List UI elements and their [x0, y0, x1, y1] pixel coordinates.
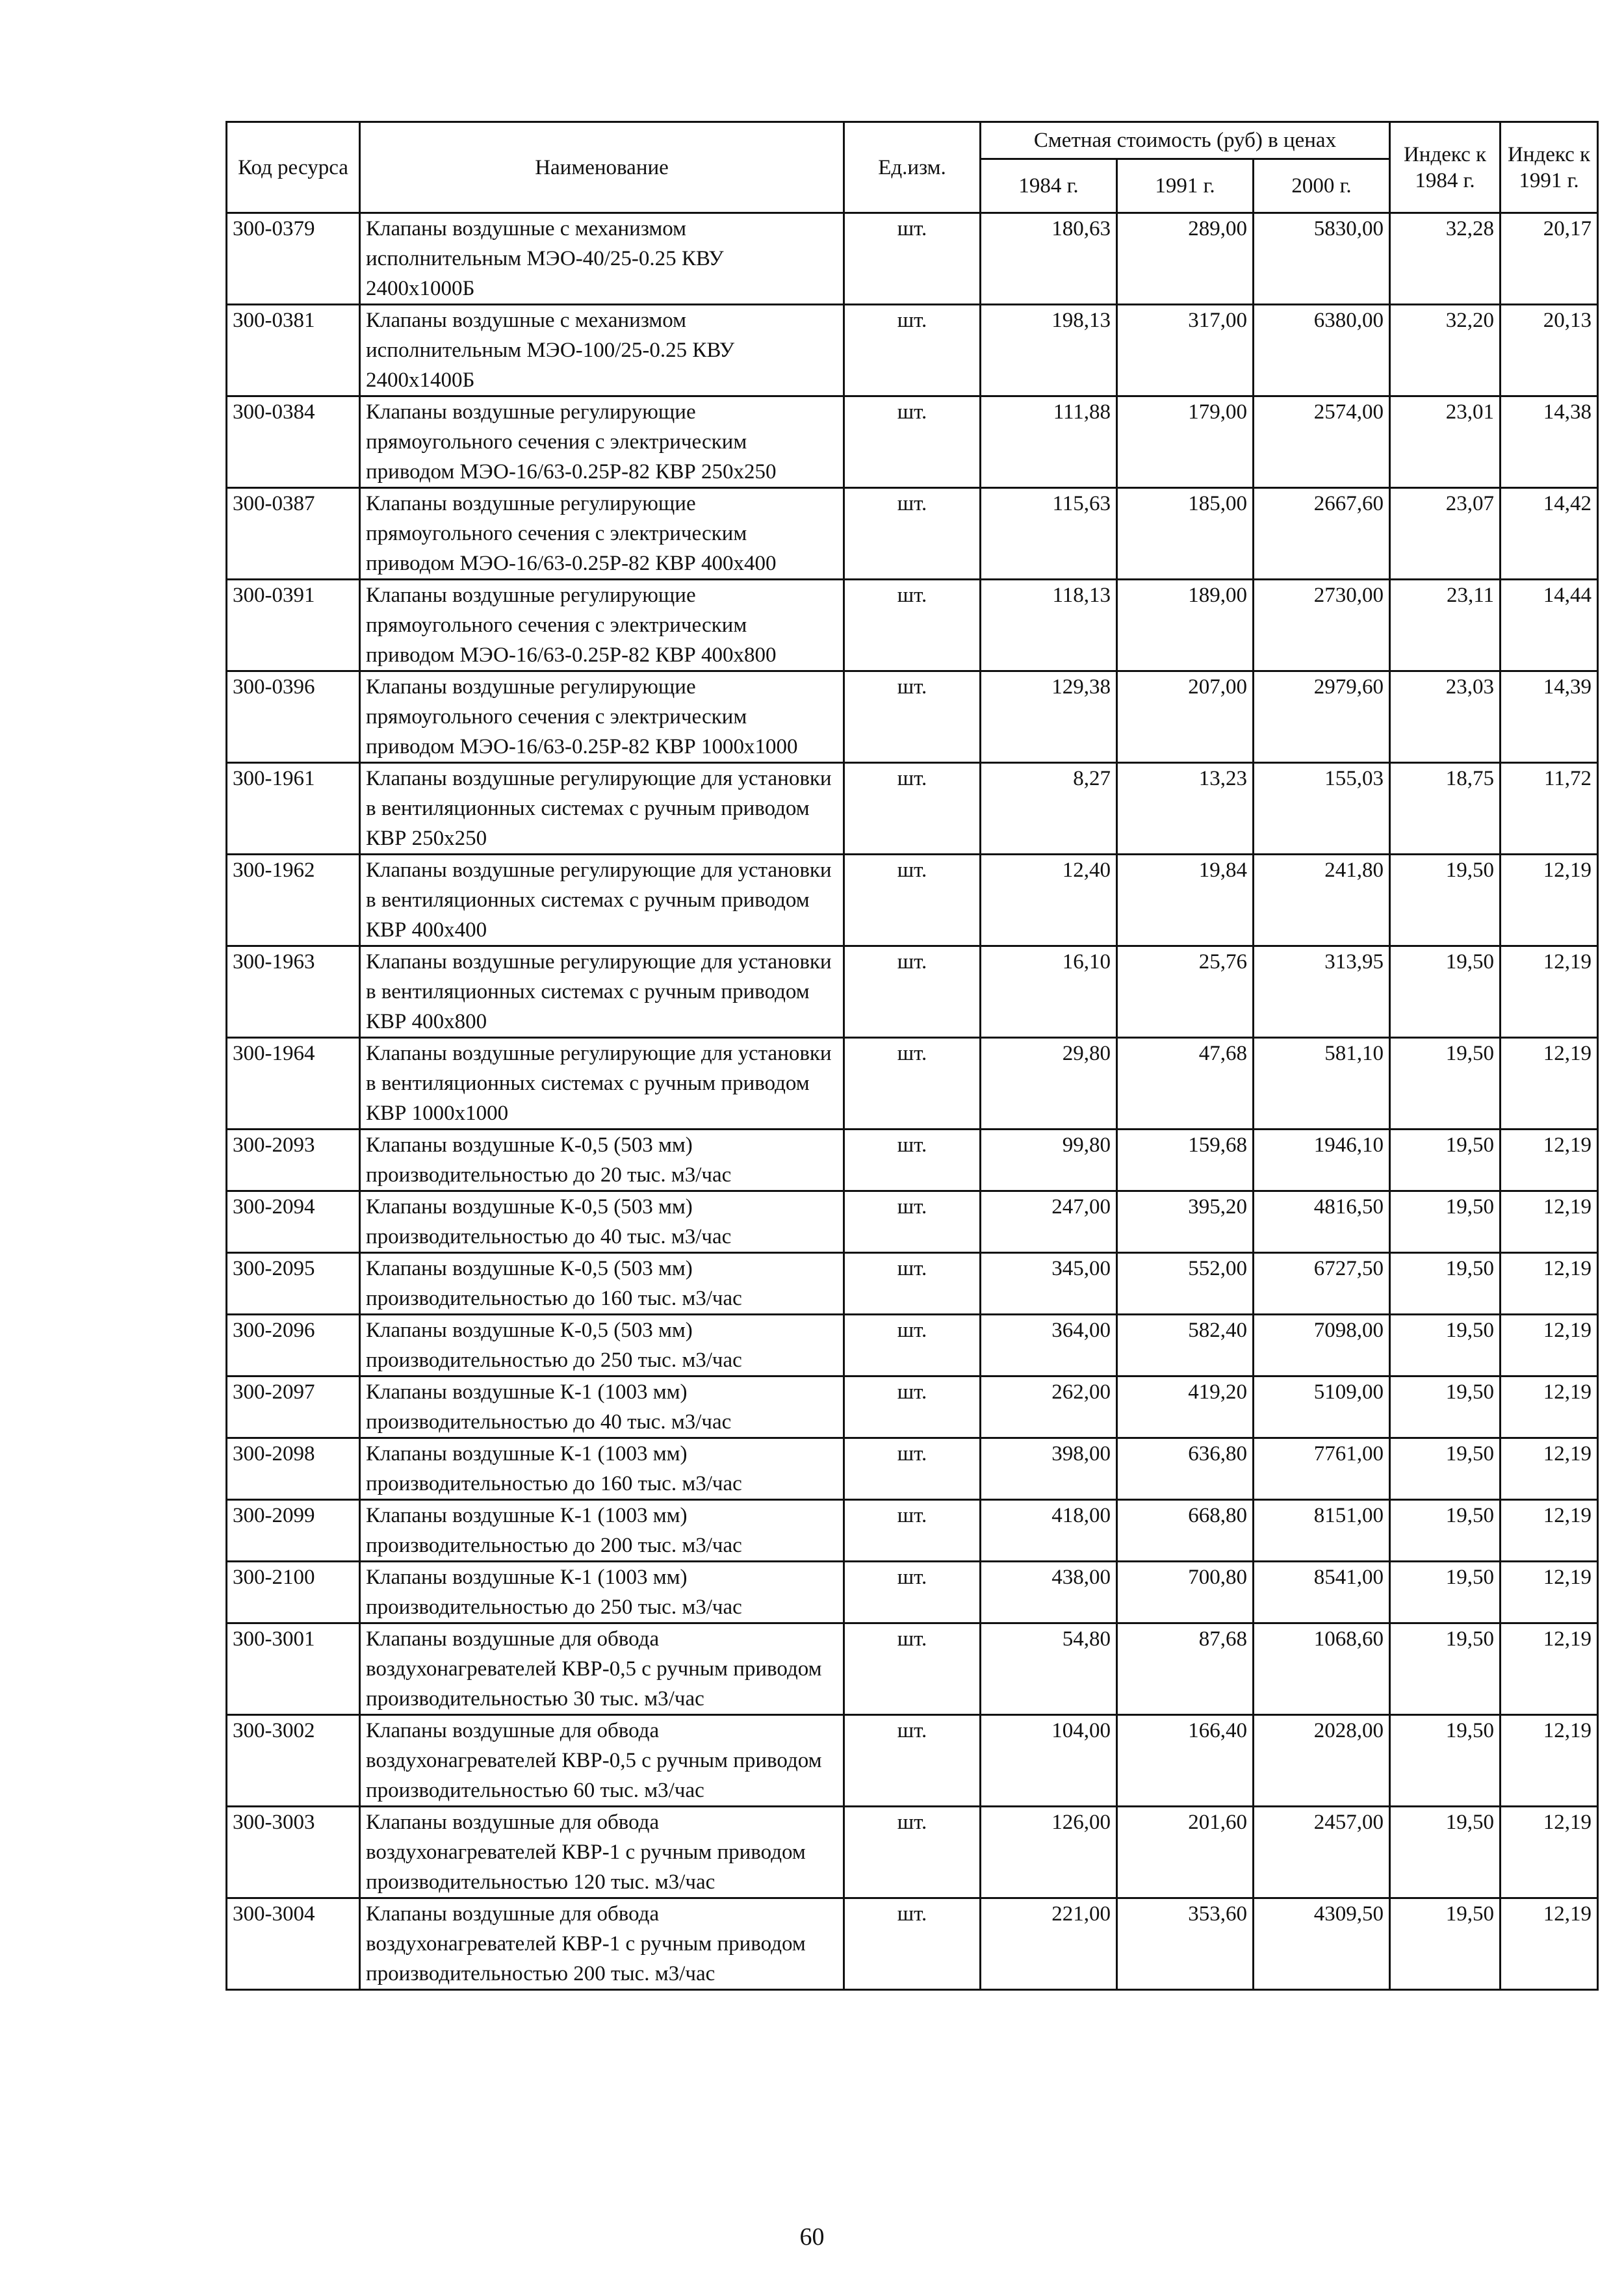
cell-index-1991: 12,19: [1501, 1038, 1598, 1130]
cell-cost-1991: 700,80: [1117, 1562, 1254, 1623]
cell-cost-2000: 2457,00: [1254, 1807, 1390, 1898]
header-row: [227, 122, 1598, 159]
table-row: [227, 1562, 1598, 1623]
cell-index-1984: 19,50: [1390, 1191, 1501, 1253]
cell-code: 300-3002: [227, 1715, 360, 1807]
cell-cost-1991: 636,80: [1117, 1438, 1254, 1500]
table-row: [227, 488, 1598, 580]
cell-unit: шт.: [844, 1715, 981, 1807]
cell-cost-1984: 16,10: [981, 946, 1117, 1038]
cell-unit: шт.: [844, 1438, 981, 1500]
cell-index-1984: 23,01: [1390, 396, 1501, 488]
cell-cost-1991: 201,60: [1117, 1807, 1254, 1898]
cell-name: Клапаны воздушные К-1 (1003 мм) производительностью до 200 тыс. м3/час: [360, 1500, 844, 1562]
cell-cost-2000: 2667,60: [1254, 488, 1390, 580]
cell-code: 300-2094: [227, 1191, 360, 1253]
cell-cost-1984: 180,63: [981, 213, 1117, 305]
cell-index-1991: 12,19: [1501, 1438, 1598, 1500]
cell-cost-1984: 247,00: [981, 1191, 1117, 1253]
cell-index-1991: 11,72: [1501, 763, 1598, 855]
cell-cost-1984: 111,88: [981, 396, 1117, 488]
header-1984: 1984 г.: [981, 159, 1117, 213]
cell-cost-2000: 8151,00: [1254, 1500, 1390, 1562]
table-row: [227, 1898, 1598, 1990]
page-number: 60: [799, 2223, 825, 2251]
cell-unit: шт.: [844, 946, 981, 1038]
cell-unit: шт.: [844, 1807, 981, 1898]
table-row: [227, 763, 1598, 855]
cell-name: Клапаны воздушные регулирующие для установки в вентиляционных системах с ручным приводом КВР 400х400: [360, 855, 844, 946]
cell-unit: шт.: [844, 396, 981, 488]
cell-code: 300-2099: [227, 1500, 360, 1562]
cell-name: Клапаны воздушные регулирующие прямоугольного сечения с электрическим приводом МЭО-16/63-0.25Р-82 КВР 250х250: [360, 396, 844, 488]
cell-name: Клапаны воздушные К-0,5 (503 мм) производительностью до 160 тыс. м3/час: [360, 1253, 844, 1315]
cell-index-1984: 23,11: [1390, 580, 1501, 671]
cell-name: Клапаны воздушные К-1 (1003 мм) производительностью до 160 тыс. м3/час: [360, 1438, 844, 1500]
cell-unit: шт.: [844, 213, 981, 305]
cell-cost-2000: 241,80: [1254, 855, 1390, 946]
cell-cost-1991: 353,60: [1117, 1898, 1254, 1990]
cell-unit: шт.: [844, 1500, 981, 1562]
cell-index-1991: 14,44: [1501, 580, 1598, 671]
cell-cost-1991: 47,68: [1117, 1038, 1254, 1130]
cell-cost-1984: 364,00: [981, 1315, 1117, 1376]
cell-cost-1984: 29,80: [981, 1038, 1117, 1130]
cell-name: Клапаны воздушные К-0,5 (503 мм) производительностью до 40 тыс. м3/час: [360, 1191, 844, 1253]
cell-name: Клапаны воздушные для обвода воздухонагревателей КВР-0,5 с ручным приводом производительностью 60 тыс. м3/час: [360, 1715, 844, 1807]
cell-code: 300-0396: [227, 671, 360, 763]
cell-index-1991: 12,19: [1501, 946, 1598, 1038]
table-row: [227, 1438, 1598, 1500]
cell-cost-1991: 207,00: [1117, 671, 1254, 763]
table-row: [227, 946, 1598, 1038]
cell-unit: шт.: [844, 1253, 981, 1315]
cell-index-1984: 19,50: [1390, 1038, 1501, 1130]
cell-unit: шт.: [844, 763, 981, 855]
cell-unit: шт.: [844, 671, 981, 763]
cell-index-1991: 20,17: [1501, 213, 1598, 305]
cell-unit: шт.: [844, 580, 981, 671]
cell-index-1991: 12,19: [1501, 1191, 1598, 1253]
cell-code: 300-3004: [227, 1898, 360, 1990]
price-table: [226, 121, 1599, 1991]
cell-index-1991: 14,38: [1501, 396, 1598, 488]
header-code: Код ресурса: [227, 122, 360, 213]
table-row: [227, 1715, 1598, 1807]
cell-cost-1991: 166,40: [1117, 1715, 1254, 1807]
cell-index-1991: 12,19: [1501, 1253, 1598, 1315]
cell-index-1991: 20,13: [1501, 305, 1598, 396]
cell-index-1984: 23,03: [1390, 671, 1501, 763]
cell-index-1991: 12,19: [1501, 1376, 1598, 1438]
table-row: [227, 1807, 1598, 1898]
cell-name: Клапаны воздушные К-1 (1003 мм) производительностью до 250 тыс. м3/час: [360, 1562, 844, 1623]
cell-cost-1991: 87,68: [1117, 1623, 1254, 1715]
cell-cost-1984: 438,00: [981, 1562, 1117, 1623]
cell-code: 300-1961: [227, 763, 360, 855]
cell-cost-1991: 13,23: [1117, 763, 1254, 855]
cell-cost-1991: 395,20: [1117, 1191, 1254, 1253]
cell-name: Клапаны воздушные для обвода воздухонагревателей КВР-0,5 с ручным приводом производительностью 30 тыс. м3/час: [360, 1623, 844, 1715]
cell-cost-2000: 2979,60: [1254, 671, 1390, 763]
cell-index-1991: 14,42: [1501, 488, 1598, 580]
cell-index-1984: 19,50: [1390, 1623, 1501, 1715]
table-row: [227, 580, 1598, 671]
table-row: [227, 1500, 1598, 1562]
cell-index-1991: 12,19: [1501, 1898, 1598, 1990]
cell-cost-1984: 262,00: [981, 1376, 1117, 1438]
cell-index-1984: 19,50: [1390, 1376, 1501, 1438]
cell-index-1984: 19,50: [1390, 1130, 1501, 1191]
cell-index-1991: 12,19: [1501, 1315, 1598, 1376]
cell-cost-2000: 4816,50: [1254, 1191, 1390, 1253]
cell-cost-2000: 7098,00: [1254, 1315, 1390, 1376]
cell-code: 300-2098: [227, 1438, 360, 1500]
cell-cost-2000: 7761,00: [1254, 1438, 1390, 1500]
cell-cost-1984: 115,63: [981, 488, 1117, 580]
cell-index-1984: 19,50: [1390, 1315, 1501, 1376]
cell-cost-1984: 418,00: [981, 1500, 1117, 1562]
cell-name: Клапаны воздушные регулирующие прямоугольного сечения с электрическим приводом МЭО-16/63-0.25Р-82 КВР 1000х1000: [360, 671, 844, 763]
cell-unit: шт.: [844, 1376, 981, 1438]
cell-code: 300-2093: [227, 1130, 360, 1191]
cell-cost-1984: 8,27: [981, 763, 1117, 855]
cell-cost-1991: 19,84: [1117, 855, 1254, 946]
cell-index-1984: 32,20: [1390, 305, 1501, 396]
table-row: [227, 1038, 1598, 1130]
cell-cost-2000: 6380,00: [1254, 305, 1390, 396]
cell-code: 300-2095: [227, 1253, 360, 1315]
cell-index-1984: 18,75: [1390, 763, 1501, 855]
cell-index-1991: 12,19: [1501, 1130, 1598, 1191]
cell-unit: шт.: [844, 1130, 981, 1191]
cell-index-1984: 19,50: [1390, 1500, 1501, 1562]
table-row: [227, 1623, 1598, 1715]
table-row: [227, 1130, 1598, 1191]
cell-code: 300-1963: [227, 946, 360, 1038]
cell-cost-1984: 54,80: [981, 1623, 1117, 1715]
cell-cost-1991: 25,76: [1117, 946, 1254, 1038]
cell-cost-2000: 1068,60: [1254, 1623, 1390, 1715]
cell-index-1984: 19,50: [1390, 855, 1501, 946]
cell-cost-1984: 198,13: [981, 305, 1117, 396]
table-row: [227, 1191, 1598, 1253]
cell-name: Клапаны воздушные регулирующие для установки в вентиляционных системах с ручным приводом КВР 1000х1000: [360, 1038, 844, 1130]
cell-cost-1984: 104,00: [981, 1715, 1117, 1807]
cell-cost-2000: 155,03: [1254, 763, 1390, 855]
header-name: Наименование: [360, 122, 844, 213]
cell-unit: шт.: [844, 1898, 981, 1990]
cell-name: Клапаны воздушные регулирующие прямоугольного сечения с электрическим приводом МЭО-16/63-0.25Р-82 КВР 400х800: [360, 580, 844, 671]
header-cost-group: Сметная стоимость (руб) в ценах: [981, 122, 1390, 159]
cell-index-1984: 19,50: [1390, 1807, 1501, 1898]
header-unit: Ед.изм.: [844, 122, 981, 213]
cell-index-1984: 19,50: [1390, 1898, 1501, 1990]
cell-code: 300-0387: [227, 488, 360, 580]
cell-cost-1984: 129,38: [981, 671, 1117, 763]
cell-unit: шт.: [844, 1623, 981, 1715]
cell-unit: шт.: [844, 1562, 981, 1623]
cell-index-1984: 23,07: [1390, 488, 1501, 580]
table-body: [227, 213, 1598, 1990]
cell-cost-1991: 419,20: [1117, 1376, 1254, 1438]
cell-cost-1984: 345,00: [981, 1253, 1117, 1315]
cell-cost-2000: 2574,00: [1254, 396, 1390, 488]
cell-code: 300-2096: [227, 1315, 360, 1376]
table-row: [227, 1376, 1598, 1438]
cell-index-1991: 12,19: [1501, 1715, 1598, 1807]
cell-cost-1991: 317,00: [1117, 305, 1254, 396]
cell-name: Клапаны воздушные регулирующие для установки в вентиляционных системах с ручным приводом КВР 400х800: [360, 946, 844, 1038]
cell-cost-2000: 2730,00: [1254, 580, 1390, 671]
cell-name: Клапаны воздушные с механизмом исполнительным МЭО-40/25-0.25 КВУ 2400х1000Б: [360, 213, 844, 305]
cell-index-1991: 12,19: [1501, 1807, 1598, 1898]
cell-name: Клапаны воздушные с механизмом исполнительным МЭО-100/25-0.25 КВУ 2400х1400Б: [360, 305, 844, 396]
cell-index-1984: 19,50: [1390, 1438, 1501, 1500]
cell-code: 300-1964: [227, 1038, 360, 1130]
cell-cost-2000: 581,10: [1254, 1038, 1390, 1130]
cell-cost-1984: 126,00: [981, 1807, 1117, 1898]
header-2000: 2000 г.: [1254, 159, 1390, 213]
cell-unit: шт.: [844, 1191, 981, 1253]
cell-name: Клапаны воздушные регулирующие для установки в вентиляционных системах с ручным приводом КВР 250х250: [360, 763, 844, 855]
cell-index-1991: 12,19: [1501, 855, 1598, 946]
cell-unit: шт.: [844, 1315, 981, 1376]
cell-cost-1991: 185,00: [1117, 488, 1254, 580]
cell-cost-1984: 398,00: [981, 1438, 1117, 1500]
table-row: [227, 671, 1598, 763]
cell-index-1984: 19,50: [1390, 1253, 1501, 1315]
table-row: [227, 305, 1598, 396]
cell-index-1984: 32,28: [1390, 213, 1501, 305]
cell-index-1991: 14,39: [1501, 671, 1598, 763]
cell-name: Клапаны воздушные регулирующие прямоугольного сечения с электрическим приводом МЭО-16/63-0.25Р-82 КВР 400х400: [360, 488, 844, 580]
table-row: [227, 396, 1598, 488]
cell-index-1991: 12,19: [1501, 1500, 1598, 1562]
header-index-1991: Индекс к 1991 г.: [1501, 122, 1598, 213]
cell-name: Клапаны воздушные для обвода воздухонагревателей КВР-1 с ручным приводом производительностью 200 тыс. м3/час: [360, 1898, 844, 1990]
cell-code: 300-3003: [227, 1807, 360, 1898]
cell-index-1984: 19,50: [1390, 1562, 1501, 1623]
cell-cost-1991: 289,00: [1117, 213, 1254, 305]
cell-cost-2000: 2028,00: [1254, 1715, 1390, 1807]
cell-cost-1984: 99,80: [981, 1130, 1117, 1191]
cell-index-1984: 19,50: [1390, 946, 1501, 1038]
header-1991: 1991 г.: [1117, 159, 1254, 213]
cell-cost-1991: 582,40: [1117, 1315, 1254, 1376]
cell-name: Клапаны воздушные для обвода воздухонагревателей КВР-1 с ручным приводом производительностью 120 тыс. м3/час: [360, 1807, 844, 1898]
cell-cost-1984: 12,40: [981, 855, 1117, 946]
cell-cost-1991: 159,68: [1117, 1130, 1254, 1191]
cell-code: 300-0384: [227, 396, 360, 488]
cell-index-1984: 19,50: [1390, 1715, 1501, 1807]
cell-name: Клапаны воздушные К-1 (1003 мм) производительностью до 40 тыс. м3/час: [360, 1376, 844, 1438]
cell-index-1991: 12,19: [1501, 1623, 1598, 1715]
cell-code: 300-0379: [227, 213, 360, 305]
cell-cost-2000: 313,95: [1254, 946, 1390, 1038]
cell-cost-2000: 6727,50: [1254, 1253, 1390, 1315]
table-row: [227, 1253, 1598, 1315]
cell-cost-1984: 221,00: [981, 1898, 1117, 1990]
table-row: [227, 1315, 1598, 1376]
header-index-1984: Индекс к 1984 г.: [1390, 122, 1501, 213]
cell-code: 300-0391: [227, 580, 360, 671]
cell-cost-1984: 118,13: [981, 580, 1117, 671]
cell-code: 300-2100: [227, 1562, 360, 1623]
cell-code: 300-0381: [227, 305, 360, 396]
cell-unit: шт.: [844, 305, 981, 396]
cell-cost-1991: 179,00: [1117, 396, 1254, 488]
cell-name: Клапаны воздушные К-0,5 (503 мм) производительностью до 250 тыс. м3/час: [360, 1315, 844, 1376]
cell-unit: шт.: [844, 855, 981, 946]
cell-cost-2000: 1946,10: [1254, 1130, 1390, 1191]
cell-cost-2000: 8541,00: [1254, 1562, 1390, 1623]
cell-cost-2000: 4309,50: [1254, 1898, 1390, 1990]
table-row: [227, 213, 1598, 305]
cell-cost-2000: 5109,00: [1254, 1376, 1390, 1438]
cell-cost-2000: 5830,00: [1254, 213, 1390, 305]
cell-code: 300-2097: [227, 1376, 360, 1438]
cell-unit: шт.: [844, 488, 981, 580]
cell-code: 300-1962: [227, 855, 360, 946]
cell-cost-1991: 189,00: [1117, 580, 1254, 671]
cell-index-1991: 12,19: [1501, 1562, 1598, 1623]
cell-unit: шт.: [844, 1038, 981, 1130]
cell-cost-1991: 552,00: [1117, 1253, 1254, 1315]
cell-code: 300-3001: [227, 1623, 360, 1715]
cell-name: Клапаны воздушные К-0,5 (503 мм) производительностью до 20 тыс. м3/час: [360, 1130, 844, 1191]
cell-cost-1991: 668,80: [1117, 1500, 1254, 1562]
table-row: [227, 855, 1598, 946]
